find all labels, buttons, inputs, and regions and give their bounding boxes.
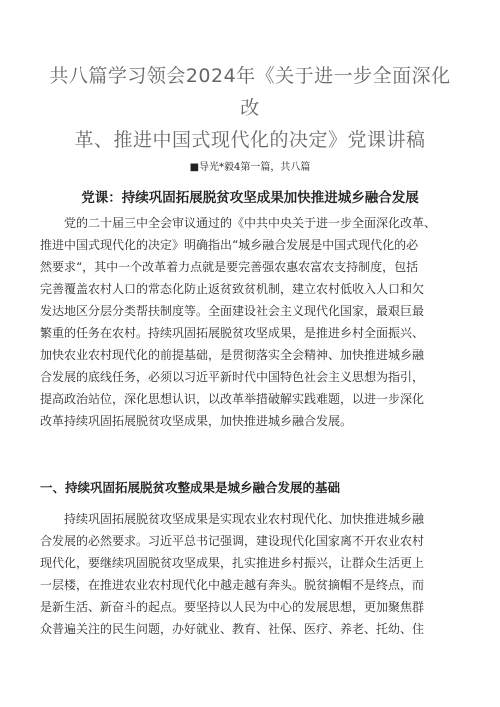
intro-line: 加快农业农村现代化的前提基础，是贯彻落实全会精神、加快推进城乡融 [40,348,425,362]
title-line-1: 共八篇学习领会2024年《关于进一步全面深化改 [49,65,451,119]
document-title [40,60,460,156]
section-1-paragraph [40,508,464,640]
section-1-line: 合发展的必然要求。习近平总书记强调，建设现代化国家离不开农业农村 [40,534,425,548]
section-1-heading: 一、持续巩固拓展脱贫攻整成果是城乡融合发展的基础 [40,480,341,495]
section-1-line: 众普遍关注的民生问题，办好就业、教育、社保、医疗、养老、托幼、住 [40,622,425,636]
subtitle-heading: 党课：持续巩固拓展脱贫攻坚成果加快推进城乡融合发展 [81,190,419,206]
intro-line: 然要求“，其中一个改革着力点就是要完善强农惠农富农支持制度，包括 [40,260,419,274]
intro-line: 党的二十届三中全会审议通过的《中共中央关于进一步全面深化改革、 [64,216,437,230]
section-1-line: 持续巩固拓展脱贫攻坚成果是实现农业农村现代化、加快推进城乡融 [64,512,425,526]
toc-line: ■导光*毅4第一篇，共八篇 [189,162,311,173]
intro-line: 改革持续巩固拓展脱贫攻坚成果，加快推进城乡融合发展。 [40,414,353,428]
intro-line: 合发展的底线任务，必须以习近平新时代中国特色社会主义思想为指引， [40,370,425,384]
intro-line: 完善覆盖农村人口的常态化防止返贫致贫机制，建立农村低收入人口和欠 [40,282,425,296]
intro-line: 发达地区分层分类帮扶制度等。全面建设社会主义现代化国家，最艰巨最 [40,304,425,318]
section-1-line: 一层楼，在推进农业农村现代化中越走越有奔头。脱贫摘帽不是终点，而 [40,578,425,592]
section-1-line: 是新生活、新奋斗的起点。要坚持以人民为中心的发展思想，更加聚焦群 [40,600,425,614]
intro-line: 提高政治站位，深化思想认识，以改革举措破解实践难题，以进一步深化 [40,392,425,406]
title-line-2: 革、推进中国式现代化的决定》党课讲稿 [74,129,426,151]
intro-line: 推进中国式现代化的决定》明确指出“城乡融合发展是中国式现代化的必 [40,238,419,252]
section-1-line: 现代化，要继续巩固脱贫攻坚成果，扎实推进乡村振兴，让群众生活更上 [40,556,425,570]
intro-line: 繁重的任务在农村。持续巩固拓展脱贫攻坚成果，是推进乡村全面振兴、 [40,326,425,340]
intro-paragraph [40,212,464,432]
